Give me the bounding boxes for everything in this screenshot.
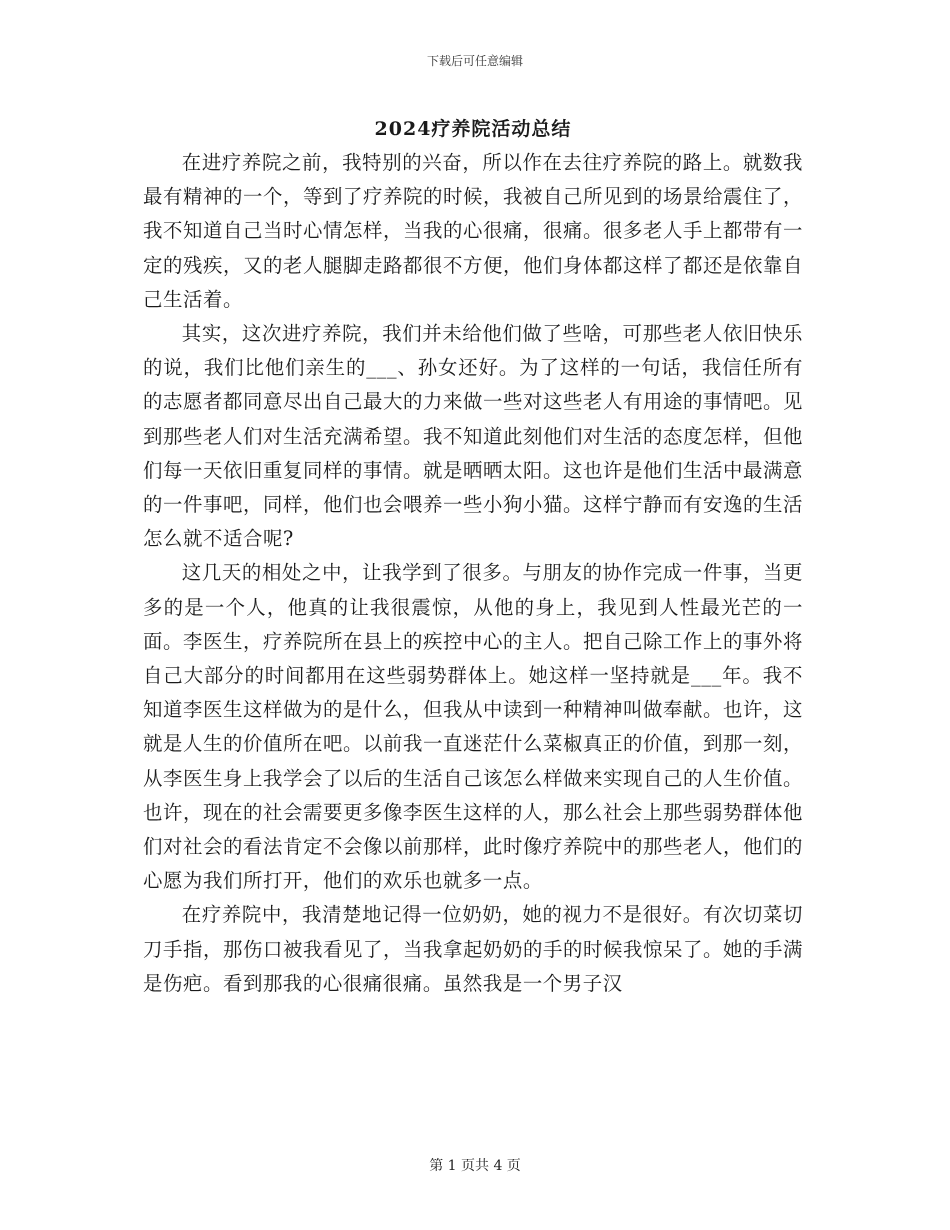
document-body: [143, 146, 803, 1001]
paragraph: 在疗养院中，我清楚地记得一位奶奶，她的视力不是很好。有次切菜切刀手指，那伤口被我看见了，当我拿起奶奶的手的时候我惊呆了。她的手满是伤疤。看到那我的心很痛很痛。虽然我是一个男子汉: [143, 903, 803, 995]
paragraph: 其实，这次进疗养院，我们并未给他们做了些啥，可那些老人依旧快乐的说，我们比他们亲生的___、孙女还好。为了这样的一句话，我信任所有的志愿者都同意尽出自己最大的力来做一些对这些老人有用途的事情吧。见到那些老人们对生活充满希望。我不知道此刻他们对生活的态度怎样，但他们每一天依旧重复同样的事情。就是晒晒太阳。这也许是他们生活中最满意的一件事吧，同样，他们也会喂养一些小狗小猫。这样宁静而有安逸的生活怎么就不适合呢?: [143, 322, 803, 551]
paragraph: 这几天的相处之中，让我学到了很多。与朋友的协作完成一件事，当更多的是一个人，他真的让我很震惊，从他的身上，我见到人性最光芒的一面。李医生，疗养院所在县上的疾控中心的主人。把自己除工作上的事外将自己大部分的时间都用在这些弱势群体上。她这样一坚持就是___年。我不知道李医生这样做为的是什么，但我从中读到一种精神叫做奉献。也许，这就是人生的价值所在吧。以前我一直迷茫什么菜椒真正的价值，到那一刻，从李医生身上我学会了以后的生活自己该怎么样做来实现自己的人生价值。也许，现在的社会需要更多像李医生这样的人，那么社会上那些弱势群体他们对社会的看法肯定不会像以前那样，此时像疗养院中的那些老人，他们的心愿为我们所打开，他们的欢乐也就多一点。: [143, 561, 803, 893]
page-number: 第 1 页共 4 页: [429, 1158, 521, 1174]
header-note: 下载后可任意编辑: [426, 54, 523, 68]
paragraph: 在进疗养院之前，我特别的兴奋，所以作在去往疗养院的路上。就数我最有精神的一个，等到了疗养院的时候，我被自己所见到的场景给震住了，我不知道自己当时心情怎样，当我的心很痛，很痛。很多老人手上都带有一定的残疾，又的老人腿脚走路都很不方便，他们身体都这样了都还是依靠自己生活着。: [143, 151, 803, 311]
document-title: 2024疗养院活动总结: [374, 118, 572, 140]
